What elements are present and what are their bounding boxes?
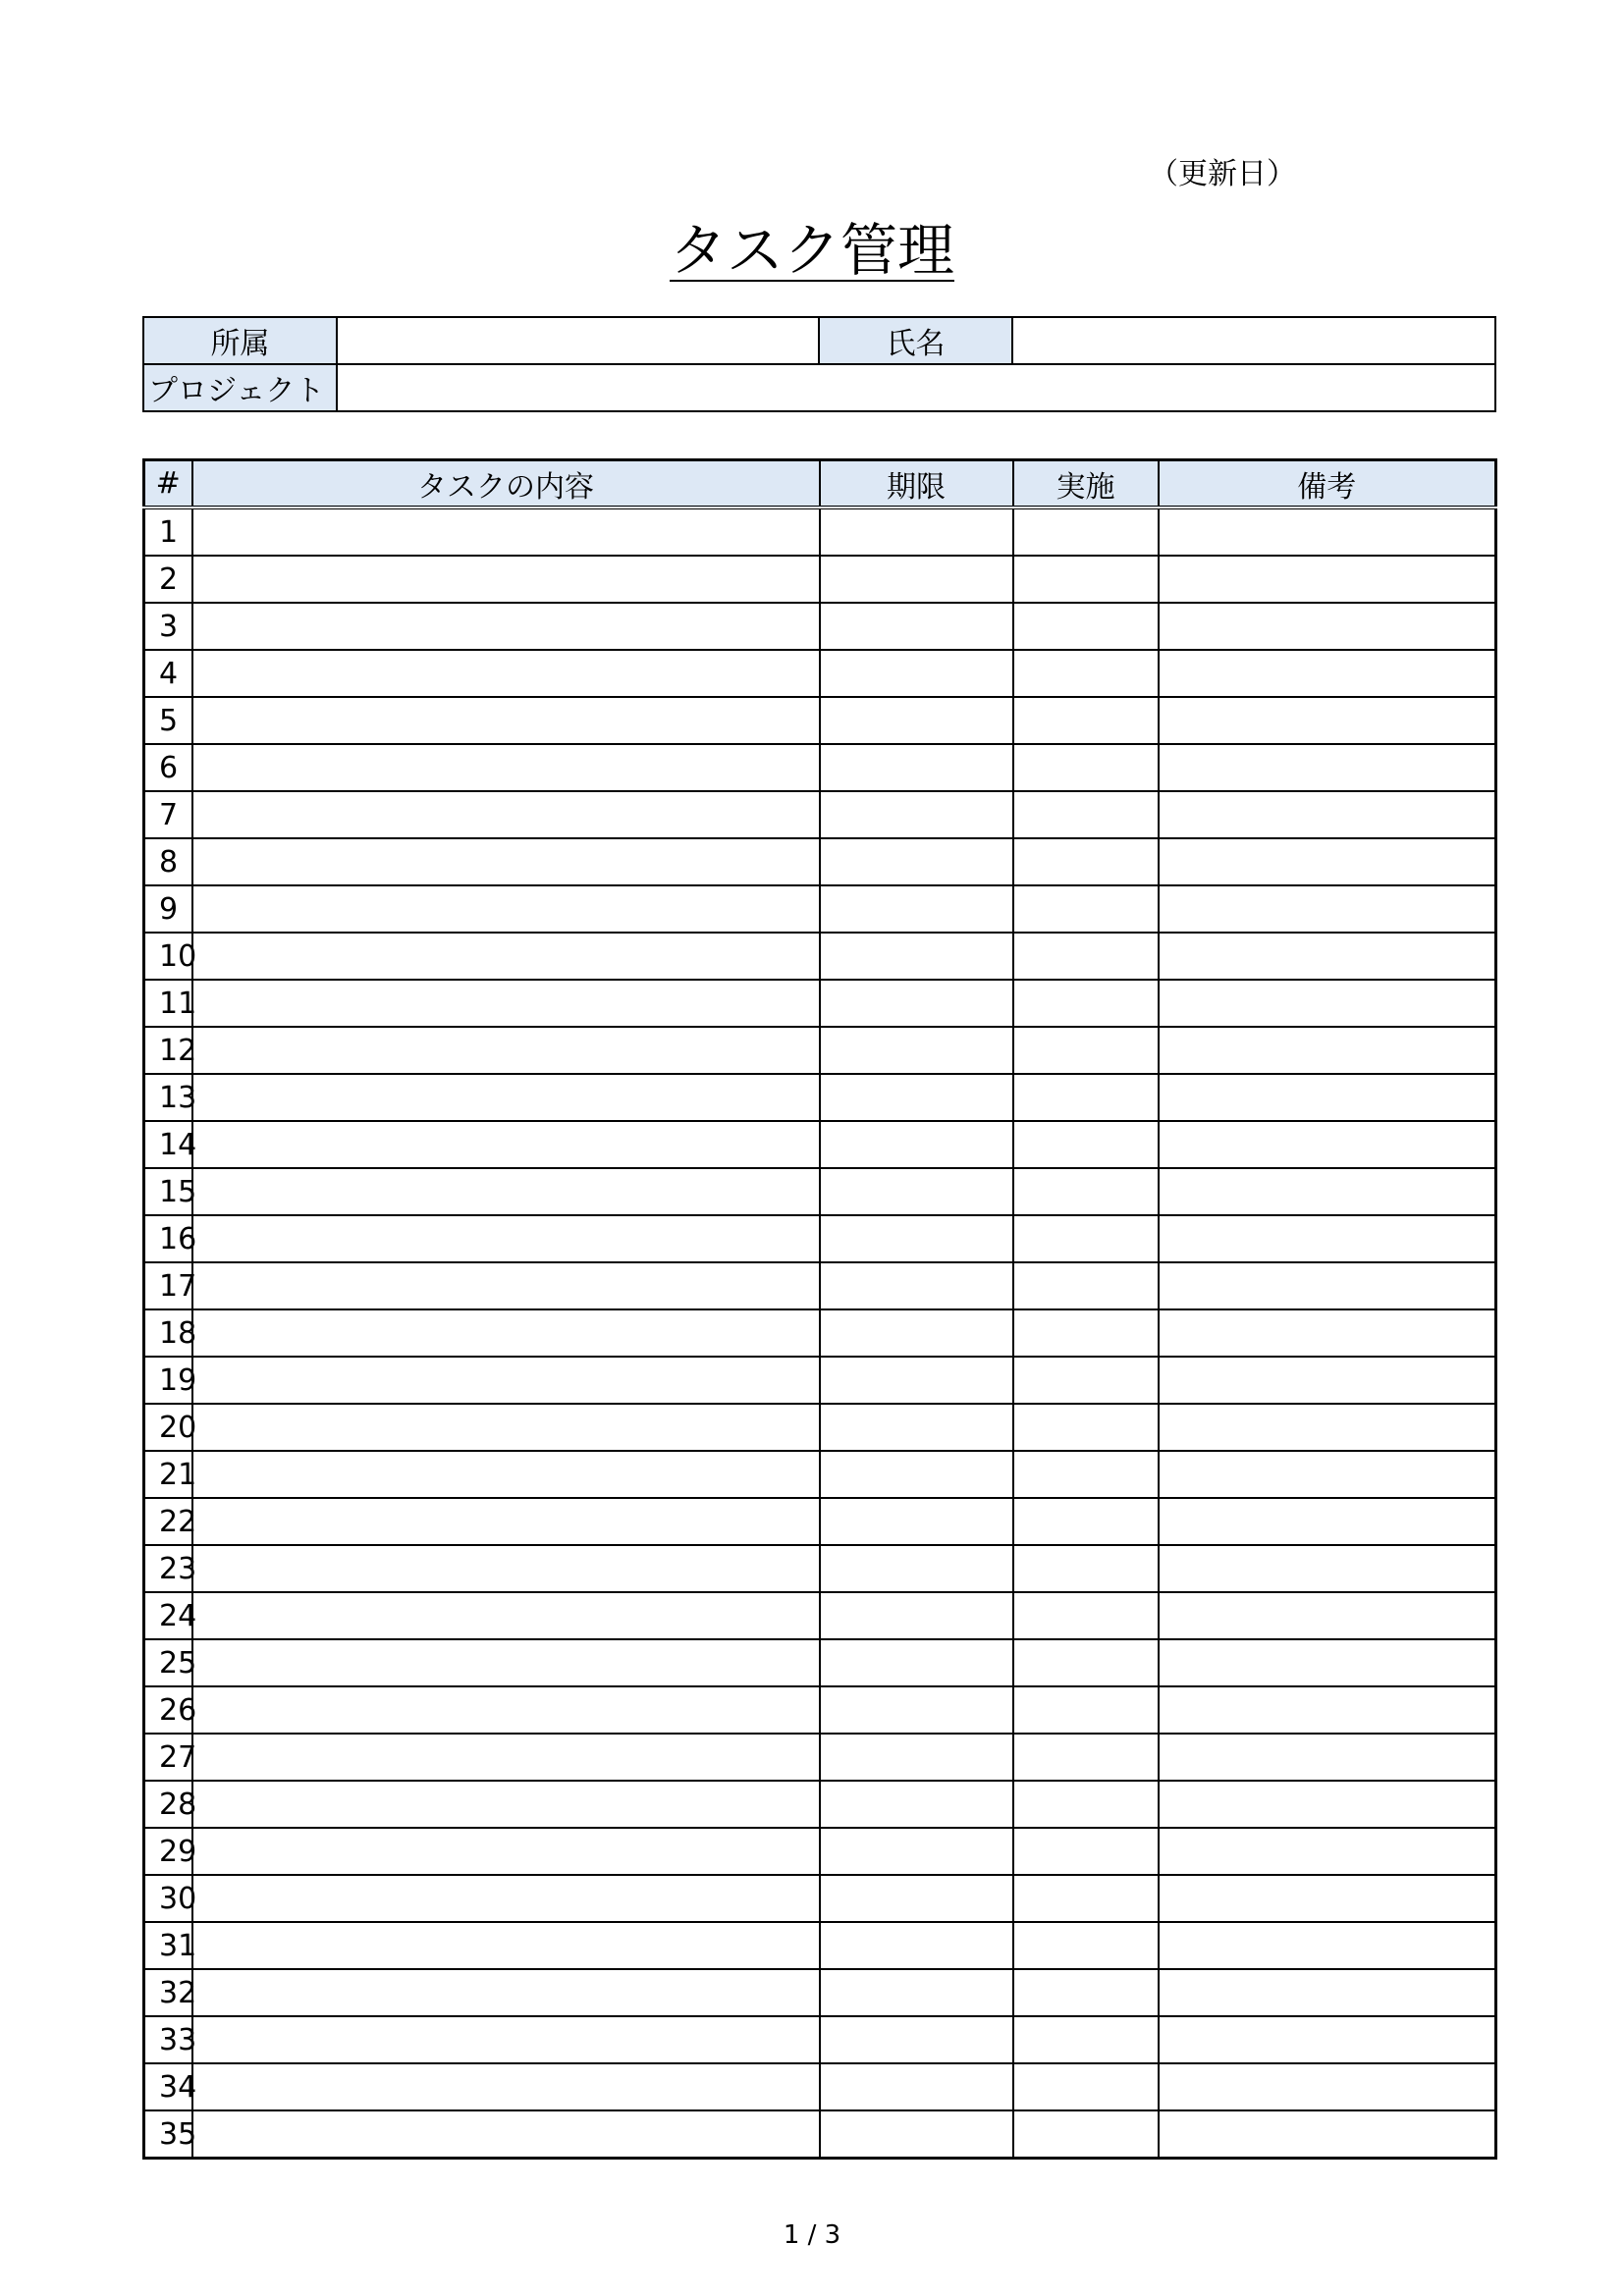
- table-row: [144, 2063, 1496, 2110]
- task-table: [142, 458, 1497, 2160]
- deadline-cell[interactable]: [820, 1215, 1013, 1262]
- row-number: 13: [144, 1074, 192, 1121]
- done-cell[interactable]: [1013, 603, 1159, 650]
- done-cell[interactable]: [1013, 744, 1159, 791]
- row-number: 11: [144, 980, 192, 1027]
- row-number: 31: [144, 1922, 192, 1969]
- table-row: [144, 1592, 1496, 1639]
- done-cell[interactable]: [1013, 1498, 1159, 1545]
- table-row: [144, 1451, 1496, 1498]
- task-content-cell[interactable]: [192, 1734, 820, 1781]
- name-label: 氏名: [819, 317, 1012, 364]
- deadline-cell[interactable]: [820, 933, 1013, 980]
- table-row: [144, 1545, 1496, 1592]
- table-row: [144, 650, 1496, 697]
- done-cell[interactable]: [1013, 1969, 1159, 2016]
- notes-cell[interactable]: [1159, 1545, 1496, 1592]
- notes-cell[interactable]: [1159, 1592, 1496, 1639]
- table-row: [144, 1639, 1496, 1686]
- task-content-cell[interactable]: [192, 2110, 820, 2159]
- project-label: プロジェクト: [143, 364, 337, 411]
- deadline-cell[interactable]: [820, 507, 1013, 556]
- task-content-cell[interactable]: [192, 1168, 820, 1215]
- notes-cell[interactable]: [1159, 2016, 1496, 2063]
- deadline-cell[interactable]: [820, 885, 1013, 933]
- table-row: [144, 838, 1496, 885]
- table-row: [144, 1828, 1496, 1875]
- task-content-cell[interactable]: [192, 1215, 820, 1262]
- task-content-cell[interactable]: [192, 1639, 820, 1686]
- deadline-cell[interactable]: [820, 650, 1013, 697]
- task-content-cell[interactable]: [192, 1027, 820, 1074]
- row-number: 21: [144, 1451, 192, 1498]
- column-header-notes: 備考: [1159, 460, 1496, 508]
- task-content-cell[interactable]: [192, 603, 820, 650]
- task-content-cell[interactable]: [192, 556, 820, 603]
- task-content-cell[interactable]: [192, 1545, 820, 1592]
- info-row-affiliation: [143, 317, 1495, 364]
- task-content-cell[interactable]: [192, 2016, 820, 2063]
- deadline-cell[interactable]: [820, 556, 1013, 603]
- done-cell[interactable]: [1013, 1074, 1159, 1121]
- deadline-cell[interactable]: [820, 603, 1013, 650]
- deadline-cell[interactable]: [820, 1262, 1013, 1309]
- task-content-cell[interactable]: [192, 838, 820, 885]
- task-content-cell[interactable]: [192, 744, 820, 791]
- table-row: [144, 1498, 1496, 1545]
- notes-cell[interactable]: [1159, 1639, 1496, 1686]
- done-cell[interactable]: [1013, 1875, 1159, 1922]
- info-table: [142, 316, 1496, 412]
- task-content-cell[interactable]: [192, 697, 820, 744]
- row-number: 1: [144, 507, 192, 556]
- notes-cell[interactable]: [1159, 1781, 1496, 1828]
- notes-cell[interactable]: [1159, 885, 1496, 933]
- deadline-cell[interactable]: [820, 744, 1013, 791]
- row-number: 15: [144, 1168, 192, 1215]
- task-content-cell[interactable]: [192, 791, 820, 838]
- done-cell[interactable]: [1013, 1451, 1159, 1498]
- task-content-cell[interactable]: [192, 507, 820, 556]
- notes-cell[interactable]: [1159, 1357, 1496, 1404]
- table-row: [144, 1215, 1496, 1262]
- notes-cell[interactable]: [1159, 650, 1496, 697]
- done-cell[interactable]: [1013, 1592, 1159, 1639]
- table-row: [144, 1027, 1496, 1074]
- deadline-cell[interactable]: [820, 838, 1013, 885]
- row-number: 25: [144, 1639, 192, 1686]
- task-content-cell[interactable]: [192, 885, 820, 933]
- column-header-done: 実施: [1013, 460, 1159, 508]
- row-number: 4: [144, 650, 192, 697]
- table-row: [144, 1074, 1496, 1121]
- done-cell[interactable]: [1013, 2063, 1159, 2110]
- done-cell[interactable]: [1013, 1215, 1159, 1262]
- notes-cell[interactable]: [1159, 697, 1496, 744]
- notes-cell[interactable]: [1159, 2110, 1496, 2159]
- task-content-cell[interactable]: [192, 1262, 820, 1309]
- notes-cell[interactable]: [1159, 1828, 1496, 1875]
- task-content-cell[interactable]: [192, 1922, 820, 1969]
- notes-cell[interactable]: [1159, 1309, 1496, 1357]
- notes-cell[interactable]: [1159, 791, 1496, 838]
- table-row: [144, 697, 1496, 744]
- done-cell[interactable]: [1013, 1027, 1159, 1074]
- done-cell[interactable]: [1013, 1262, 1159, 1309]
- deadline-cell[interactable]: [820, 1168, 1013, 1215]
- row-number: 10: [144, 933, 192, 980]
- row-number: 32: [144, 1969, 192, 2016]
- name-field[interactable]: [1012, 317, 1495, 364]
- task-content-cell[interactable]: [192, 1592, 820, 1639]
- row-number: 19: [144, 1357, 192, 1404]
- notes-cell[interactable]: [1159, 1215, 1496, 1262]
- task-content-cell[interactable]: [192, 1451, 820, 1498]
- done-cell[interactable]: [1013, 933, 1159, 980]
- deadline-cell[interactable]: [820, 1639, 1013, 1686]
- deadline-cell[interactable]: [820, 791, 1013, 838]
- deadline-cell[interactable]: [820, 1686, 1013, 1734]
- row-number: 29: [144, 1828, 192, 1875]
- done-cell[interactable]: [1013, 650, 1159, 697]
- row-number: 14: [144, 1121, 192, 1168]
- table-row: [144, 744, 1496, 791]
- table-row: [144, 603, 1496, 650]
- deadline-cell[interactable]: [820, 1074, 1013, 1121]
- notes-cell[interactable]: [1159, 744, 1496, 791]
- deadline-cell[interactable]: [820, 1922, 1013, 1969]
- row-number: 35: [144, 2110, 192, 2159]
- info-row-project: [143, 364, 1495, 411]
- notes-cell[interactable]: [1159, 1875, 1496, 1922]
- deadline-cell[interactable]: [820, 1498, 1013, 1545]
- done-cell[interactable]: [1013, 2110, 1159, 2159]
- row-number: 2: [144, 556, 192, 603]
- done-cell[interactable]: [1013, 1639, 1159, 1686]
- deadline-cell[interactable]: [820, 1357, 1013, 1404]
- done-cell[interactable]: [1013, 1781, 1159, 1828]
- done-cell[interactable]: [1013, 838, 1159, 885]
- table-row: [144, 1922, 1496, 1969]
- done-cell[interactable]: [1013, 1922, 1159, 1969]
- row-number: 23: [144, 1545, 192, 1592]
- task-content-cell[interactable]: [192, 1074, 820, 1121]
- task-content-cell[interactable]: [192, 1828, 820, 1875]
- done-cell[interactable]: [1013, 1734, 1159, 1781]
- table-row: [144, 1404, 1496, 1451]
- table-row: [144, 885, 1496, 933]
- row-number: 8: [144, 838, 192, 885]
- task-content-cell[interactable]: [192, 1404, 820, 1451]
- row-number: 27: [144, 1734, 192, 1781]
- deadline-cell[interactable]: [820, 1969, 1013, 2016]
- table-row: [144, 933, 1496, 980]
- column-header-deadline: 期限: [820, 460, 1013, 508]
- row-number: 5: [144, 697, 192, 744]
- done-cell[interactable]: [1013, 556, 1159, 603]
- table-row: [144, 980, 1496, 1027]
- table-row: [144, 1262, 1496, 1309]
- done-cell[interactable]: [1013, 1828, 1159, 1875]
- notes-cell[interactable]: [1159, 1498, 1496, 1545]
- notes-cell[interactable]: [1159, 1027, 1496, 1074]
- task-content-cell[interactable]: [192, 1357, 820, 1404]
- row-number: 18: [144, 1309, 192, 1357]
- row-number: 22: [144, 1498, 192, 1545]
- notes-cell[interactable]: [1159, 1451, 1496, 1498]
- deadline-cell[interactable]: [820, 1875, 1013, 1922]
- task-content-cell[interactable]: [192, 1121, 820, 1168]
- deadline-cell[interactable]: [820, 1592, 1013, 1639]
- notes-cell[interactable]: [1159, 1734, 1496, 1781]
- deadline-cell[interactable]: [820, 980, 1013, 1027]
- deadline-cell[interactable]: [820, 1309, 1013, 1357]
- done-cell[interactable]: [1013, 1404, 1159, 1451]
- deadline-cell[interactable]: [820, 697, 1013, 744]
- deadline-cell[interactable]: [820, 1121, 1013, 1168]
- deadline-cell[interactable]: [820, 1027, 1013, 1074]
- table-row: [144, 1168, 1496, 1215]
- deadline-cell[interactable]: [820, 1404, 1013, 1451]
- notes-cell[interactable]: [1159, 1922, 1496, 1969]
- row-number: 17: [144, 1262, 192, 1309]
- column-header-number: #: [144, 460, 192, 508]
- notes-cell[interactable]: [1159, 980, 1496, 1027]
- notes-cell[interactable]: [1159, 838, 1496, 885]
- table-row: [144, 1121, 1496, 1168]
- updated-date-label: （更新日）: [1149, 157, 1296, 191]
- table-row: [144, 556, 1496, 603]
- page-title: [0, 216, 1624, 285]
- deadline-cell[interactable]: [820, 2110, 1013, 2159]
- notes-cell[interactable]: [1159, 1262, 1496, 1309]
- done-cell[interactable]: [1013, 697, 1159, 744]
- task-table-header: [144, 460, 1496, 508]
- affiliation-label: 所属: [143, 317, 337, 364]
- notes-cell[interactable]: [1159, 1074, 1496, 1121]
- row-number: 3: [144, 603, 192, 650]
- row-number: 20: [144, 1404, 192, 1451]
- task-content-cell[interactable]: [192, 933, 820, 980]
- done-cell[interactable]: [1013, 980, 1159, 1027]
- task-content-cell[interactable]: [192, 1875, 820, 1922]
- task-content-cell[interactable]: [192, 650, 820, 697]
- project-field[interactable]: [337, 364, 1495, 411]
- task-content-cell[interactable]: [192, 1969, 820, 2016]
- table-row: [144, 507, 1496, 556]
- notes-cell[interactable]: [1159, 603, 1496, 650]
- notes-cell[interactable]: [1159, 1686, 1496, 1734]
- deadline-cell[interactable]: [820, 2016, 1013, 2063]
- table-row: [144, 1969, 1496, 2016]
- task-content-cell[interactable]: [192, 1781, 820, 1828]
- row-number: 24: [144, 1592, 192, 1639]
- done-cell[interactable]: [1013, 1686, 1159, 1734]
- row-number: 9: [144, 885, 192, 933]
- notes-cell[interactable]: [1159, 1969, 1496, 2016]
- notes-cell[interactable]: [1159, 1404, 1496, 1451]
- done-cell[interactable]: [1013, 1309, 1159, 1357]
- row-number: 33: [144, 2016, 192, 2063]
- deadline-cell[interactable]: [820, 2063, 1013, 2110]
- notes-cell[interactable]: [1159, 2063, 1496, 2110]
- table-row: [144, 2110, 1496, 2159]
- done-cell[interactable]: [1013, 1357, 1159, 1404]
- column-header-task-content: タスクの内容: [192, 460, 820, 508]
- notes-cell[interactable]: [1159, 1121, 1496, 1168]
- row-number: 28: [144, 1781, 192, 1828]
- row-number: 30: [144, 1875, 192, 1922]
- row-number: 16: [144, 1215, 192, 1262]
- table-row: [144, 1734, 1496, 1781]
- row-number: 26: [144, 1686, 192, 1734]
- affiliation-field[interactable]: [337, 317, 819, 364]
- notes-cell[interactable]: [1159, 507, 1496, 556]
- done-cell[interactable]: [1013, 2016, 1159, 2063]
- deadline-cell[interactable]: [820, 1545, 1013, 1592]
- done-cell[interactable]: [1013, 1121, 1159, 1168]
- deadline-cell[interactable]: [820, 1828, 1013, 1875]
- notes-cell[interactable]: [1159, 556, 1496, 603]
- done-cell[interactable]: [1013, 1545, 1159, 1592]
- task-table-body: [144, 507, 1496, 2159]
- done-cell[interactable]: [1013, 507, 1159, 556]
- deadline-cell[interactable]: [820, 1734, 1013, 1781]
- table-row: [144, 1781, 1496, 1828]
- done-cell[interactable]: [1013, 1168, 1159, 1215]
- done-cell[interactable]: [1013, 885, 1159, 933]
- notes-cell[interactable]: [1159, 933, 1496, 980]
- deadline-cell[interactable]: [820, 1781, 1013, 1828]
- deadline-cell[interactable]: [820, 1451, 1013, 1498]
- table-row: [144, 1686, 1496, 1734]
- task-content-cell[interactable]: [192, 1686, 820, 1734]
- task-content-cell[interactable]: [192, 2063, 820, 2110]
- page-title-text: タスク管理: [669, 217, 954, 284]
- task-content-cell[interactable]: [192, 980, 820, 1027]
- table-row: [144, 1875, 1496, 1922]
- row-number: 12: [144, 1027, 192, 1074]
- table-row: [144, 1357, 1496, 1404]
- row-number: 7: [144, 791, 192, 838]
- table-row: [144, 1309, 1496, 1357]
- table-row: [144, 2016, 1496, 2063]
- table-row: [144, 791, 1496, 838]
- row-number: 34: [144, 2063, 192, 2110]
- task-content-cell[interactable]: [192, 1498, 820, 1545]
- done-cell[interactable]: [1013, 791, 1159, 838]
- notes-cell[interactable]: [1159, 1168, 1496, 1215]
- page-indicator: 1 / 3: [783, 2220, 841, 2250]
- row-number: 6: [144, 744, 192, 791]
- task-content-cell[interactable]: [192, 1309, 820, 1357]
